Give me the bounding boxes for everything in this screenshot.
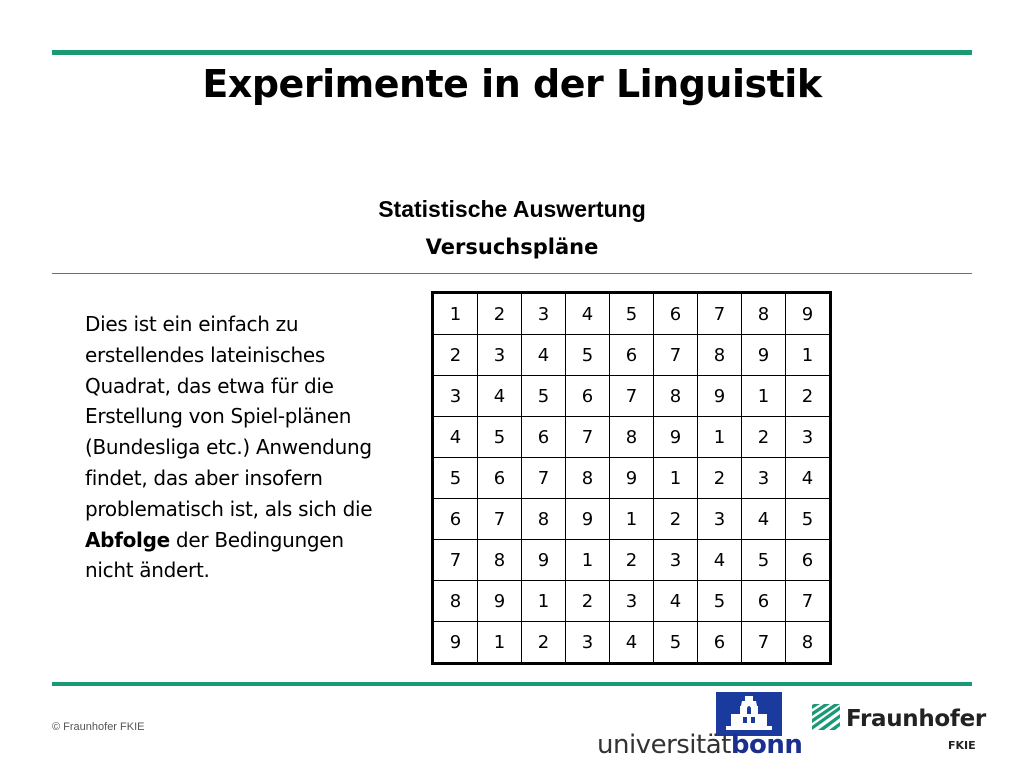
- table-cell: 8: [522, 499, 566, 540]
- fraunhofer-wordmark: Fraunhofer: [846, 706, 986, 732]
- table-cell: 7: [566, 417, 610, 458]
- table-cell: 4: [654, 581, 698, 622]
- table-cell: 9: [522, 540, 566, 581]
- fraunhofer-logo-icon: [812, 704, 840, 730]
- latin-square-table: [431, 291, 832, 665]
- table-cell: 7: [698, 293, 742, 335]
- table-cell: 8: [433, 581, 478, 622]
- table-cell: 2: [478, 293, 522, 335]
- table-cell: 6: [433, 499, 478, 540]
- table-cell: 1: [786, 335, 831, 376]
- table-cell: 2: [433, 335, 478, 376]
- table-cell: 6: [566, 376, 610, 417]
- body-bold-word: Abfolge: [85, 527, 170, 552]
- fraunhofer-institute: FKIE: [948, 739, 976, 752]
- table-cell: 4: [522, 335, 566, 376]
- table-cell: 2: [786, 376, 831, 417]
- table-cell: 1: [566, 540, 610, 581]
- table-cell: 7: [610, 376, 654, 417]
- table-cell: 1: [742, 376, 786, 417]
- table-cell: 5: [610, 293, 654, 335]
- table-row: [433, 540, 831, 581]
- table-cell: 1: [522, 581, 566, 622]
- table-row: [433, 581, 831, 622]
- table-cell: 8: [478, 540, 522, 581]
- table-row: [433, 499, 831, 540]
- table-cell: 4: [786, 458, 831, 499]
- table-cell: 4: [566, 293, 610, 335]
- table-cell: 4: [433, 417, 478, 458]
- university-prefix: universität: [597, 730, 731, 760]
- table-cell: 5: [433, 458, 478, 499]
- table-cell: 4: [610, 622, 654, 664]
- table-cell: 8: [566, 458, 610, 499]
- table-cell: 5: [742, 540, 786, 581]
- copyright-notice: © Fraunhofer FKIE: [52, 721, 145, 733]
- table-row: [433, 417, 831, 458]
- table-cell: 1: [478, 622, 522, 664]
- table-cell: 4: [698, 540, 742, 581]
- middle-rule: [52, 273, 972, 274]
- table-cell: 4: [478, 376, 522, 417]
- table-row: [433, 376, 831, 417]
- table-cell: 3: [610, 581, 654, 622]
- slide-subtitle: Statistische Auswertung: [378, 196, 646, 222]
- table-cell: 9: [742, 335, 786, 376]
- table-row: [433, 293, 831, 335]
- table-cell: 6: [654, 293, 698, 335]
- body-text-start: Dies ist ein einfach zu erstellendes lateinisches Quadrat, das etwa für die Erstellung von Spiel-plänen (Bundesliga etc.) Anwendung findet, das aber insofern problematisch ist, als sich die: [85, 312, 373, 521]
- table-cell: 9: [566, 499, 610, 540]
- table-cell: 3: [698, 499, 742, 540]
- table-cell: 9: [698, 376, 742, 417]
- table-cell: 2: [654, 499, 698, 540]
- table-cell: 9: [478, 581, 522, 622]
- table-cell: 8: [654, 376, 698, 417]
- table-cell: 8: [742, 293, 786, 335]
- table-cell: 5: [522, 376, 566, 417]
- university-suffix: bonn: [730, 730, 803, 760]
- table-cell: 6: [698, 622, 742, 664]
- table-cell: 1: [698, 417, 742, 458]
- university-wordmark: [597, 730, 802, 760]
- table-cell: 8: [698, 335, 742, 376]
- table-cell: 6: [478, 458, 522, 499]
- table-cell: 1: [610, 499, 654, 540]
- table-cell: 3: [654, 540, 698, 581]
- table-cell: 6: [786, 540, 831, 581]
- top-rule: [52, 50, 972, 55]
- table-cell: 7: [654, 335, 698, 376]
- table-cell: 5: [786, 499, 831, 540]
- body-paragraph: [85, 309, 385, 586]
- table-cell: 1: [654, 458, 698, 499]
- table-cell: 7: [522, 458, 566, 499]
- bottom-rule: [52, 682, 972, 686]
- table-cell: 3: [566, 622, 610, 664]
- table-cell: 9: [610, 458, 654, 499]
- table-cell: 2: [698, 458, 742, 499]
- table-cell: 8: [786, 622, 831, 664]
- table-cell: 1: [433, 293, 478, 335]
- table-cell: 2: [522, 622, 566, 664]
- table-cell: 7: [786, 581, 831, 622]
- table-cell: 7: [478, 499, 522, 540]
- table-cell: 2: [566, 581, 610, 622]
- table-cell: 3: [478, 335, 522, 376]
- table-cell: 3: [522, 293, 566, 335]
- table-cell: 3: [786, 417, 831, 458]
- section-heading: Versuchspläne: [425, 235, 599, 259]
- table-cell: 9: [433, 622, 478, 664]
- table-cell: 6: [610, 335, 654, 376]
- table-cell: 6: [742, 581, 786, 622]
- table-cell: 8: [610, 417, 654, 458]
- table-cell: 9: [654, 417, 698, 458]
- body-text-end: der Bedingungen nicht ändert.: [85, 527, 344, 583]
- table-cell: 2: [610, 540, 654, 581]
- table-cell: 5: [654, 622, 698, 664]
- slide-title: Experimente in der Linguistik: [202, 62, 822, 106]
- table-cell: 9: [786, 293, 831, 335]
- table-cell: 7: [433, 540, 478, 581]
- table-cell: 3: [742, 458, 786, 499]
- table-cell: 6: [522, 417, 566, 458]
- table-row: [433, 458, 831, 499]
- table-cell: 5: [478, 417, 522, 458]
- table-cell: 5: [566, 335, 610, 376]
- table-row: [433, 622, 831, 664]
- table-cell: 2: [742, 417, 786, 458]
- table-cell: 4: [742, 499, 786, 540]
- table-cell: 7: [742, 622, 786, 664]
- table-row: [433, 335, 831, 376]
- table-cell: 3: [433, 376, 478, 417]
- table-cell: 5: [698, 581, 742, 622]
